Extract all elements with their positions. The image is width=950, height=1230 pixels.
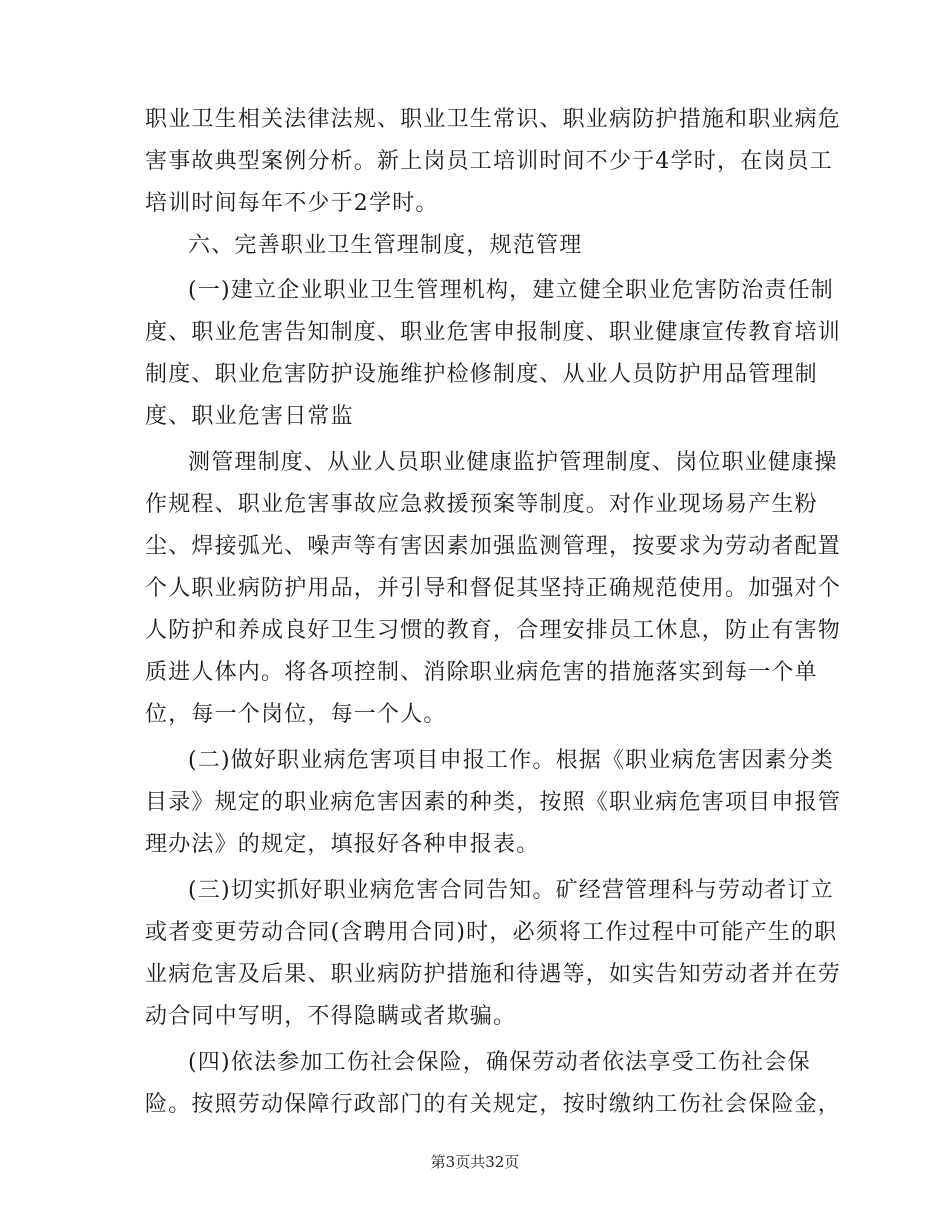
text-line: 制度、职业危害防护设施维护检修制度、从业人员防护用品管理制 [145, 362, 818, 387]
text-line: 理办法》的规定，填报好各种申报表。 [145, 832, 540, 857]
text-line: 险。按照劳动保障行政部门的有关规定，按时缴纳工伤社会保险金， [145, 1092, 842, 1117]
text-line: 个人职业病防护用品，并引导和督促其坚持正确规范使用。加强对个 [145, 576, 842, 601]
text-line: (二)做好职业病危害项目申报工作。根据《职业病危害因素分类 [188, 748, 834, 773]
text-line: 测管理制度、从业人员职业健康监护管理制度、岗位职业健康操 [188, 450, 838, 475]
section-heading: 六、完善职业卫生管理制度，规范管理 [188, 233, 583, 258]
text-line: 职业卫生相关法律法规、职业卫生常识、职业病防护措施和职业病危 [145, 107, 842, 132]
text-line: 动合同中写明，不得隐瞒或者欺骗。 [145, 1004, 517, 1029]
text-line: 或者变更劳动合同(含聘用合同)时，必须将工作过程中可能产生的职 [145, 920, 838, 945]
text-line: 害事故典型案例分析。新上岗员工培训时间不少于4学时，在岗员工 [145, 149, 833, 174]
text-line: (一)建立企业职业卫生管理机构，建立健全职业危害防治责任制 [188, 278, 834, 303]
text-line: 度、职业危害日常监 [145, 404, 354, 429]
text-line: (三)切实抓好职业病危害合同告知。矿经营管理科与劳动者订立 [188, 878, 834, 903]
text-line: 人防护和养成良好卫生习惯的教育，合理安排员工休息，防止有害物 [145, 618, 842, 643]
text-line: 尘、焊接弧光、噪声等有害因素加强监测管理，按要求为劳动者配置 [145, 534, 842, 559]
text-line: 培训时间每年不少于2学时。 [145, 191, 439, 216]
text-line: 业病危害及后果、职业病防护措施和待遇等，如实告知劳动者并在劳 [145, 962, 842, 987]
text-line: 位，每一个岗位，每一个人。 [145, 702, 447, 727]
page-number: 第3页共32页 [430, 1153, 520, 1171]
text-line: 作规程、职业危害事故应急救援预案等制度。对作业现场易产生粉 [145, 492, 818, 517]
text-line: (四)依法参加工伤社会保险，确保劳动者依法享受工伤社会保 [188, 1050, 811, 1075]
text-line: 质进人体内。将各项控制、消除职业病危害的措施落实到每一个单 [145, 660, 818, 685]
text-line: 目录》规定的职业病危害因素的种类，按照《职业病危害项目申报管 [145, 790, 842, 815]
text-line: 度、职业危害告知制度、职业危害申报制度、职业健康宣传教育培训 [145, 320, 842, 345]
